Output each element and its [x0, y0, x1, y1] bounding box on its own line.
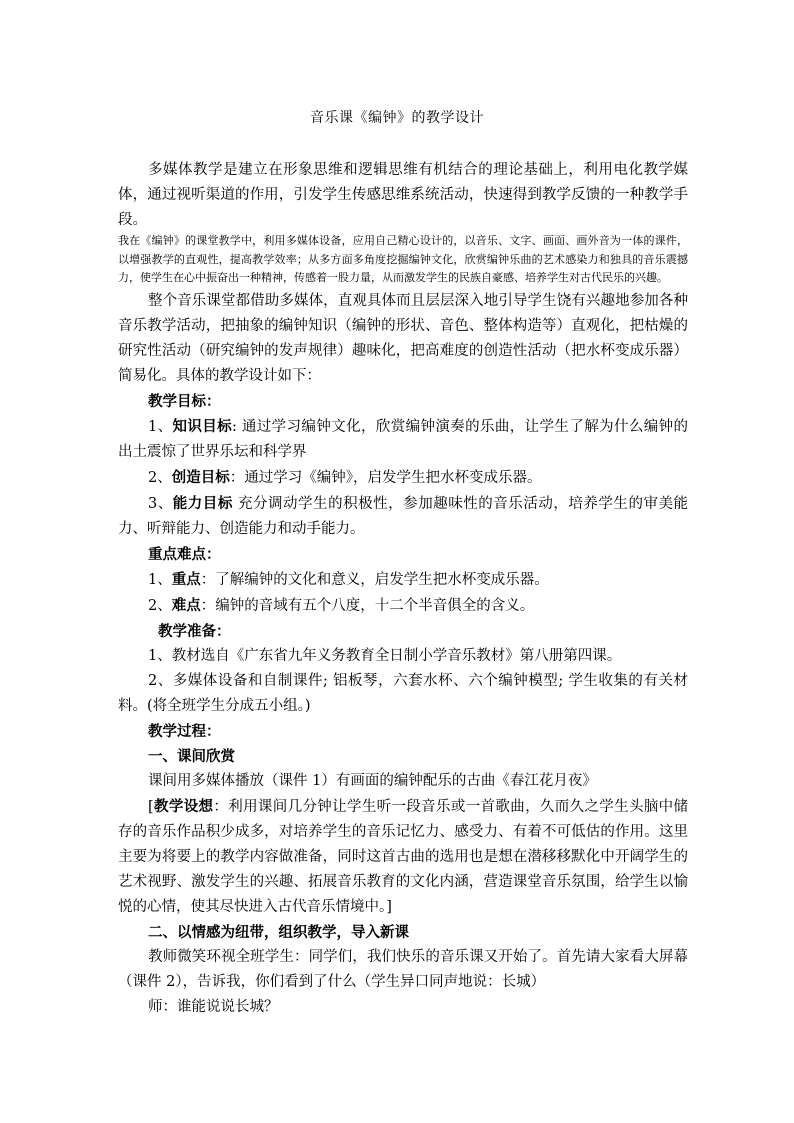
section-2-paragraph-1: 教师微笑环视全班学生：同学们，我们快乐的音乐课又开始了。首先请大家看大屏幕（课件 2），告诉我，你们看到了什么（学生异口同声地说：长城） [118, 948, 688, 990]
goal-2 [118, 465, 688, 491]
goal-1-number: 1、 [148, 418, 173, 435]
preparation-2: 2、多媒体设备和自制课件; 铝板琴，六套水杯、六个编钟模型; 学生收集的有关材料。(将全班学生分成五小组。) [118, 672, 688, 714]
key-difficulty-heading: 重点难点： [148, 545, 221, 563]
key-point-2-number: 2、 [148, 597, 172, 614]
goals-heading: 教学目标： [148, 392, 221, 410]
intro-paragraph-2: 我在《编钟》的课堂教学中，利用多媒体设备，应用自己精心设计的，以音乐、文字、画面、画外音为一体的课件，以增强教学的直观性，提高教学效率；从多方面多角度挖掘编钟文化，欣赏编钟乐曲的艺术感染力和独具的音乐震撼力，使学生在心中振奋出一种精神，传感着一股力量，从而激发学生的民族自豪感、培养学生对古代民乐的兴趣。 [118, 234, 688, 284]
goal-2-number: 2、 [148, 469, 172, 486]
document-body [118, 158, 688, 1020]
key-point-1-number: 1、 [148, 571, 172, 588]
goal-1-text: : 通过学习编钟文化，欣赏编钟演奏的乐曲，让学生了解为什么编钟的出土震惊了世界乐坛和科学界 [118, 418, 688, 460]
section-1-paragraph: 课间用多媒体播放（课件 1）有画面的编钟配乐的古曲《春江花月夜》 [148, 772, 597, 789]
goal-1-label: 知识目标 [172, 417, 233, 435]
design-note-text: ：利用课间几分钟让学生听一段音乐或一首歌曲，久而久之学生头脑中储存的音乐作品积少成多，对培养学生的音乐记忆力、感受力、有着不可低估的作用。这里主要为将要上的教学内容做准备，同时这首古曲的选用也是想在潜移移默化中开阔学生的艺术视野、激发学生的兴趣、拓展音乐教育的文化内涵，营造课堂音乐氛围，给学生以愉悦的心情，使其尽快进入古代音乐情境中。] [118, 798, 689, 915]
key-point-1-text: ：了解编钟的文化和意义，启发学生把水杯变成乐器。 [200, 571, 549, 588]
goal-3 [118, 491, 688, 542]
goal-3-label: 能力目标 [172, 494, 233, 512]
goal-2-label: 创造目标 [171, 468, 230, 486]
key-point-1-label: 重点 [171, 570, 201, 588]
intro-paragraph-3: 整个音乐课堂都借助多媒体，直观具体而且层层深入地引导学生饶有兴趣地参加各种音乐教学活动，把抽象的编钟知识（编钟的形状、音色、整体构造等）直观化，把枯燥的研究性活动（研究编钟的发声规律）趣味化，把高难度的创造性活动（把水杯变成乐器）简易化。具体的教学设计如下： [118, 292, 688, 384]
intro-paragraph-2-block [118, 232, 688, 288]
key-point-1 [118, 567, 688, 593]
goal-3-number: 3、 [148, 495, 173, 512]
preparation-1: 1、教材选自《广东省九年义务教育全日制小学音乐教材》第八册第四课。 [148, 647, 622, 664]
preparation-heading: 教学准备： [158, 622, 231, 640]
key-point-2 [118, 593, 688, 619]
intro-paragraph-1: 多媒体教学是建立在形象思维和逻辑思维有机结合的理论基础上，利用电化教学媒体，通过视听渠道的作用，引发学生传感思维系统活动，快速得到教学反馈的一种教学手段。 [118, 162, 688, 228]
page-title: 音乐课《编钟》的教学设计 [310, 110, 484, 126]
key-point-2-text: ：编钟的音域有五个八度，十二个半音俱全的含义。 [200, 597, 535, 614]
design-note-open-bracket: [ [148, 798, 154, 815]
design-note-label: 教学设想 [153, 797, 214, 815]
process-heading: 教学过程： [148, 722, 221, 740]
section-2-paragraph-2: 师：谁能说说长城？ [148, 998, 279, 1015]
section-2-heading: 二、以情感为纽带，组织教学，导入新课 [148, 923, 409, 941]
section-1-design-note [118, 794, 688, 920]
goal-2-text: ：通过学习《编钟》，启发学生把水杯变成乐器。 [229, 469, 542, 486]
goal-1 [118, 414, 688, 465]
goal-3-text: 充分调动学生的积极性，参加趣味性的音乐活动，培养学生的审美能力、听辩能力、创造能力和动手能力。 [118, 495, 688, 537]
key-point-2-label: 难点 [171, 596, 201, 614]
section-1-heading: 一、课间欣赏 [148, 747, 235, 765]
